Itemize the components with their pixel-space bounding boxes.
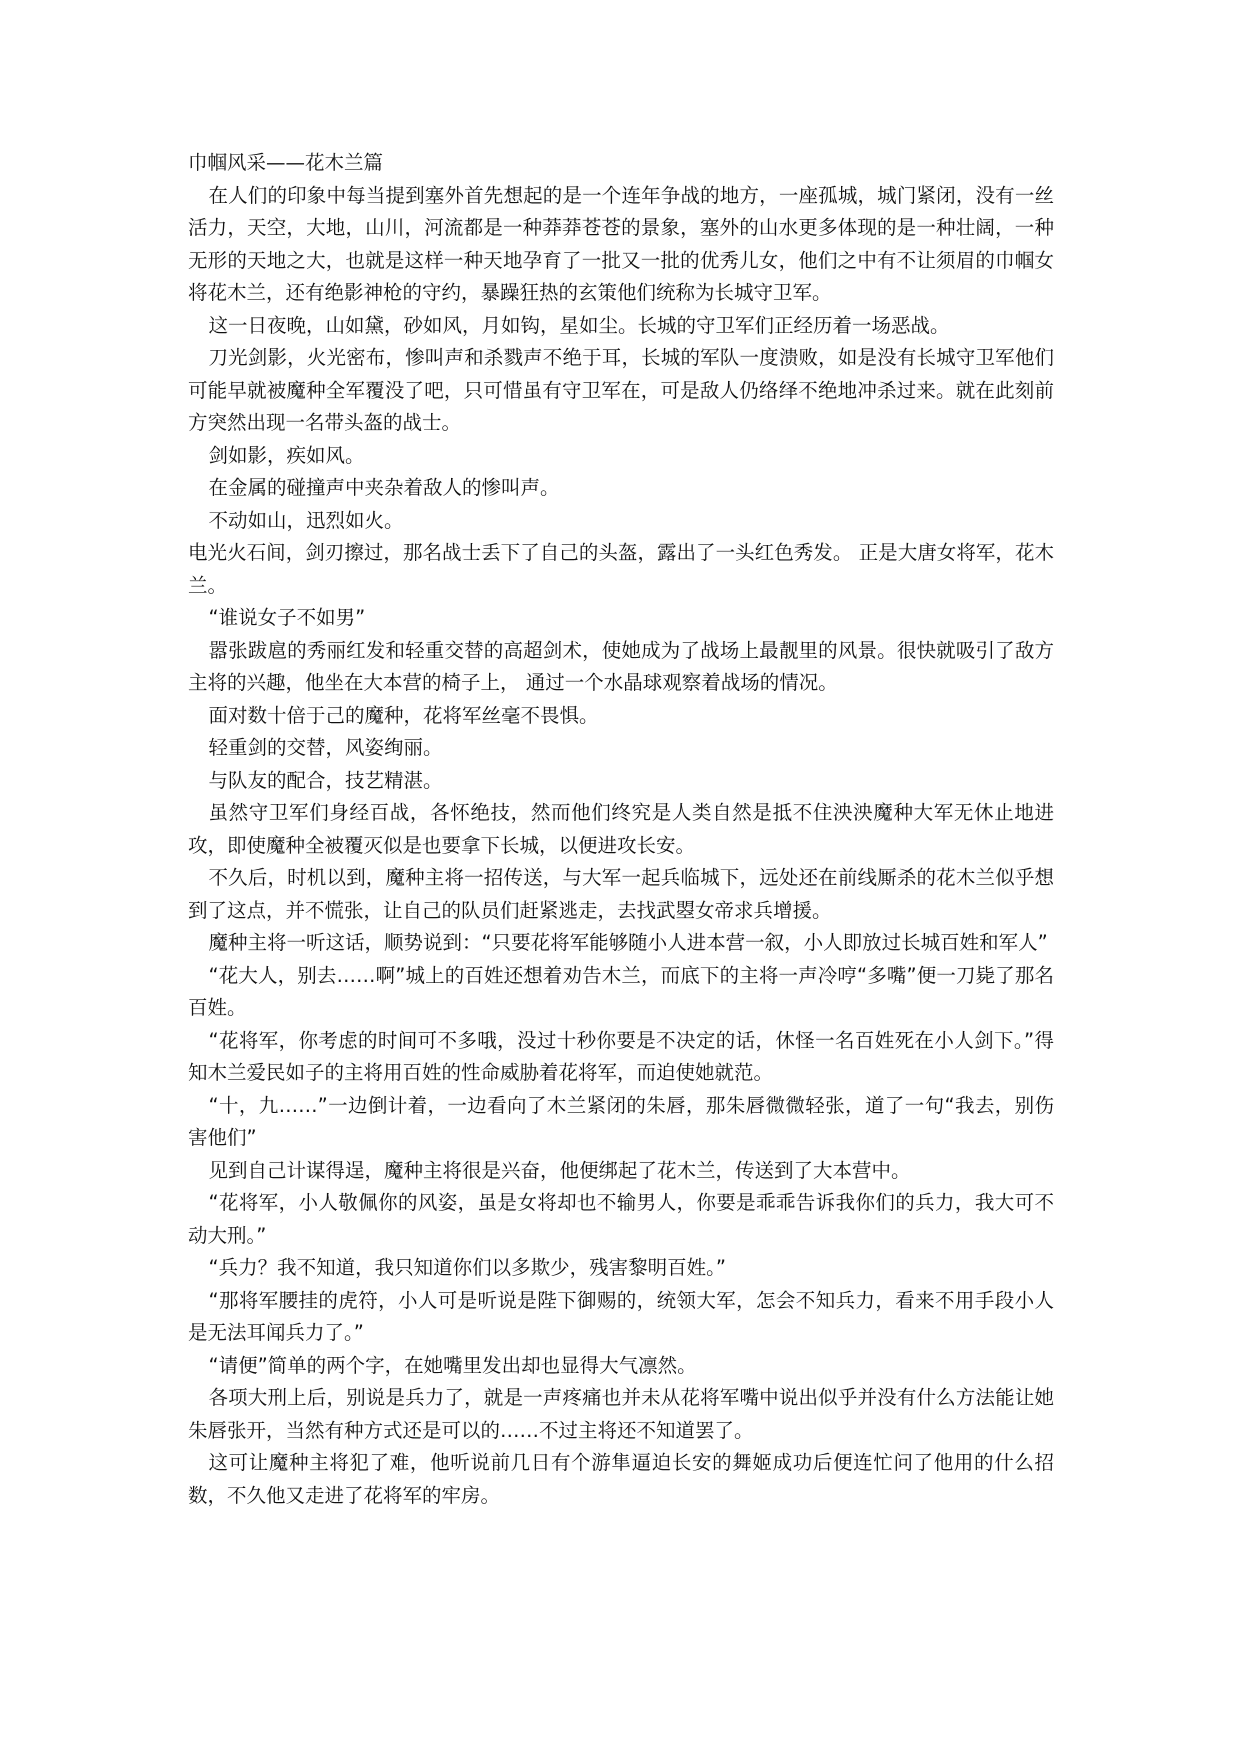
body-paragraph: “兵力？我不知道，我只知道你们以多欺少，残害黎明百姓。” <box>208 1256 726 1279</box>
body-paragraph: 在金属的碰撞声中夹杂着敌人的惨叫声。 <box>208 476 560 499</box>
document-body <box>188 180 1054 1513</box>
body-paragraph: “十，九……”一边倒计着，一边看向了木兰紧闭的朱唇，那朱唇微微轻张，道了一句“我去，别伤害他们” <box>188 1093 1054 1149</box>
body-paragraph: 魔种主将一听这话，顺势说到：“只要花将军能够随小人进本营一叙，小人即放过长城百姓和军人” <box>208 931 1048 954</box>
body-paragraph: “花将军，你考虑的时间可不多哦，没过十秒你要是不决定的话，休怪一名百姓死在小人剑下。”得知木兰爱民如子的主将用百姓的性命威胁着花将军，而迫使她就范。 <box>188 1028 1054 1084</box>
body-paragraph: 与队友的配合，技艺精湛。 <box>208 768 443 792</box>
body-paragraph: “谁说女子不如男” <box>208 606 366 629</box>
body-paragraph: 虽然守卫军们身经百战，各怀绝技，然而他们终究是人类自然是抵不住泱泱魔种大军无休止地进攻，即使魔种全被覆灭似是也要拿下长城，以便进攻长安。 <box>188 801 1054 857</box>
body-paragraph: 不动如山，迅烈如火。 <box>208 508 404 532</box>
body-paragraph: “花将军，小人敬佩你的风姿，虽是女将却也不输男人，你要是乖乖告诉我你们的兵力，我大可不动大刑。” <box>188 1191 1054 1247</box>
body-paragraph: “那将军腰挂的虎符，小人可是听说是陛下御赐的，统领大军，怎会不知兵力，看来不用手段小人是无法耳闻兵力了。” <box>188 1288 1054 1344</box>
body-paragraph: 各项大刑上后，别说是兵力了，就是一声疼痛也并未从花将军嘴中说出似乎并没有什么方法能让她朱唇张开，当然有种方式还是可以的……不过主将还不知道罢了。 <box>188 1386 1054 1442</box>
body-paragraph: 这一日夜晚，山如黛，砂如风，月如钩，星如尘。长城的守卫军们正经历着一场恶战。 <box>208 313 950 337</box>
body-paragraph: 轻重剑的交替，风姿绚丽。 <box>208 736 443 759</box>
body-paragraph: 刀光剑影，火光密布，惨叫声和杀戮声不绝于耳，长城的军队一度溃败，如是没有长城守卫军他们可能早就被魔种全军覆没了吧，只可惜虽有守卫军在，可是敌人仍络绎不绝地冲杀过来。就在此刻前方突然出现一名带头盔的战士。 <box>188 346 1054 434</box>
body-paragraph: “花大人，别去……啊”城上的百姓还想着劝告木兰，而底下的主将一声冷哼“多嘴”便一刀毙了那名百姓。 <box>188 963 1054 1019</box>
document-page <box>188 147 1054 1512</box>
body-paragraph: 嚣张跋扈的秀丽红发和轻重交替的高超剑术，使她成为了战场上最靓里的风景。很快就吸引了敌方主将的兴趣，他坐在大本营的椅子上， 通过一个水晶球观察着战场的情况。 <box>188 638 1054 694</box>
body-paragraph: “请便”简单的两个字，在她嘴里发出却也显得大气凛然。 <box>208 1353 697 1377</box>
document-title: 巾帼风采——花木兰篇 <box>188 151 384 174</box>
body-paragraph: 见到自己计谋得逞，魔种主将很是兴奋，他便绑起了花木兰，传送到了大本营中。 <box>208 1158 911 1182</box>
body-paragraph: 不久后，时机以到，魔种主将一招传送，与大军一起兵临城下，远处还在前线厮杀的花木兰似乎想到了这点，并不慌张，让自己的队员们赶紧逃走，去找武曌女帝求兵增援。 <box>188 866 1054 922</box>
body-paragraph: 这可让魔种主将犯了难，他听说前几日有个游隼逼迫长安的舞姬成功后便连忙问了他用的什么招数，不久他又走进了花将军的牢房。 <box>188 1451 1054 1507</box>
body-paragraph: 在人们的印象中每当提到塞外首先想起的是一个连年争战的地方，一座孤城，城门紧闭，没有一丝活力，天空，大地，山川，河流都是一种莽莽苍苍的景象，塞外的山水更多体现的是一种壮阔，一种无形的天地之大，也就是这样一种天地孕育了一批又一批的优秀儿女，他们之中有不让须眉的巾帼女将花木兰，还有绝影神枪的守约，暴躁狂热的玄策他们统称为长城守卫军。 <box>188 183 1054 304</box>
body-paragraph: 面对数十倍于己的魔种，花将军丝毫不畏惧。 <box>208 703 599 727</box>
body-paragraph: 电光火石间，剑刃擦过，那名战士丢下了自己的头盔，露出了一头红色秀发。 正是大唐女将军，花木兰。 <box>188 541 1054 597</box>
body-paragraph: 剑如影，疾如风。 <box>208 443 365 467</box>
